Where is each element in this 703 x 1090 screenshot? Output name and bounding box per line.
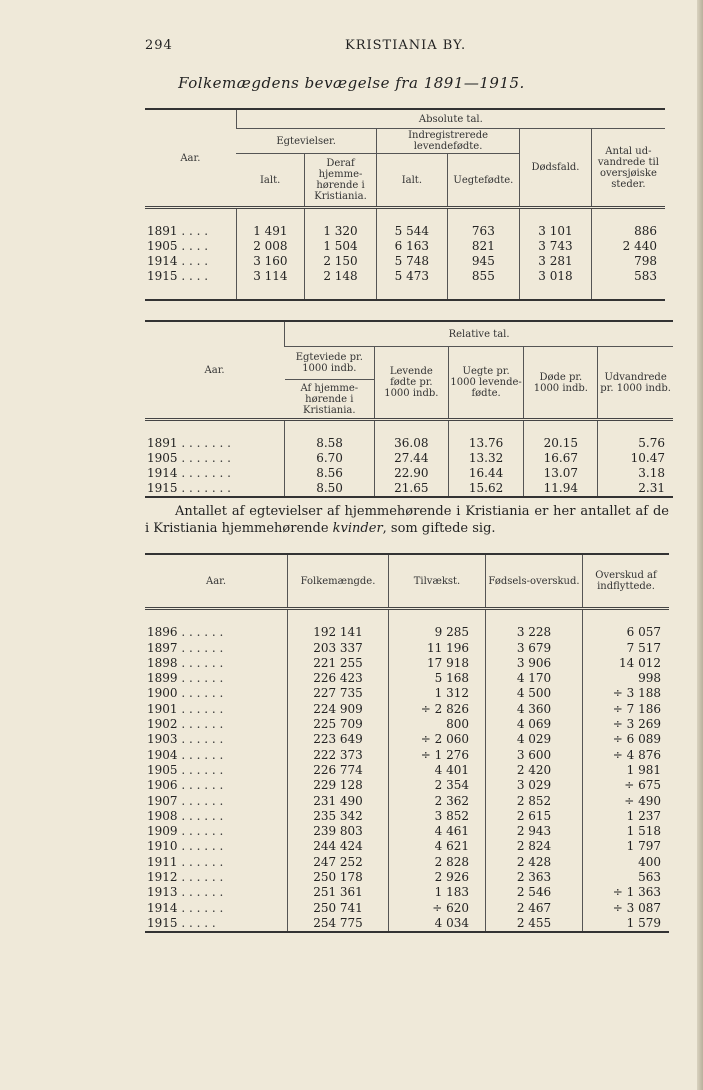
year: 1898 (147, 655, 178, 670)
page-number: 294 (145, 38, 173, 53)
cell: 3 600 (486, 748, 583, 763)
cell: 3.18 (598, 466, 673, 481)
cell: 203 337 (288, 641, 389, 656)
cell: 13.76 (448, 436, 524, 451)
cell: 2 467 (486, 901, 583, 916)
cell: 2 362 (389, 794, 486, 809)
cell: 27.44 (374, 451, 448, 466)
cell: 222 373 (288, 748, 389, 763)
cell: 221 255 (288, 656, 389, 671)
cell: 11.94 (524, 481, 598, 497)
cell: 855 (447, 269, 519, 284)
cell: 3 852 (389, 809, 486, 824)
cell: 6 163 (377, 239, 448, 254)
col-deaths-per-1000: Døde pr. 1000 indb. (524, 347, 598, 420)
year: 1901 (147, 701, 178, 716)
leader-dots: . . . . . . (181, 762, 224, 777)
year: 1891 (147, 436, 178, 450)
cell: 226 423 (288, 671, 389, 686)
cell: 20.15 (524, 436, 598, 451)
cell: 3 160 (236, 254, 304, 269)
cell: 11 196 (389, 641, 486, 656)
year: 1915 (147, 481, 178, 495)
cell: 224 909 (288, 702, 389, 717)
cell: 2 615 (486, 809, 583, 824)
cell: 5 544 (377, 224, 448, 239)
cell: ÷ 4 876 (583, 748, 670, 763)
cell: 2 943 (486, 824, 583, 839)
year: 1906 (147, 778, 178, 793)
table-row (145, 451, 673, 466)
cell: 2 455 (486, 916, 583, 932)
cell: ÷ 3 269 (583, 717, 670, 732)
cell: 763 (447, 224, 519, 239)
cell: 6 057 (583, 625, 670, 640)
table-row (145, 702, 669, 717)
year: 1909 (147, 824, 178, 839)
leader-dots: . . . . . . (181, 870, 224, 885)
cell: 4 401 (389, 763, 486, 778)
cell: 1 797 (583, 839, 670, 854)
note-emphasis: kvinder (332, 521, 383, 536)
leader-dots: . . . . . . . (181, 466, 231, 480)
col-migration-surplus: Overskud af indflyttede. (583, 554, 670, 609)
leader-dots: . . . . . . (181, 824, 224, 839)
col-year: Aar. (145, 109, 236, 208)
cell: 22.90 (374, 466, 448, 481)
cell: 4 029 (486, 732, 583, 747)
year: 1899 (147, 671, 178, 686)
cell: ÷ 2 060 (389, 732, 486, 747)
cell: 2 926 (389, 870, 486, 885)
cell: 583 (591, 269, 665, 284)
cell: 1 491 (236, 224, 304, 239)
year: 1915 (147, 915, 178, 930)
cell: 21.65 (374, 481, 448, 497)
col-births-total: Ialt. (377, 154, 448, 208)
col-married-local: Af hjemme-hørende i Kristiania. (285, 380, 375, 420)
leader-dots: . . . . . . (181, 640, 224, 655)
table-row (145, 901, 669, 916)
year: 1907 (147, 793, 178, 808)
cell: 2 852 (486, 794, 583, 809)
col-married-per-1000: Egteviede pr. 1000 indb. (285, 347, 375, 380)
cell: 226 774 (288, 763, 389, 778)
table-row (145, 794, 669, 809)
leader-dots: . . . . . . (181, 900, 224, 915)
table-row (145, 778, 669, 793)
year: 1903 (147, 732, 178, 747)
year: 1896 (147, 625, 178, 640)
year: 1905 (147, 762, 178, 777)
cell: 3 906 (486, 656, 583, 671)
year: 1911 (147, 854, 178, 869)
leader-dots: . . . . (181, 269, 209, 283)
cell: 4 500 (486, 686, 583, 701)
year: 1914 (147, 900, 178, 915)
table-row (145, 809, 669, 824)
cell: ÷ 675 (583, 778, 670, 793)
cell: 3 679 (486, 641, 583, 656)
year: 1902 (147, 717, 178, 732)
table-row (145, 481, 673, 497)
table-row (145, 686, 669, 701)
cell: 239 803 (288, 824, 389, 839)
cell: 886 (591, 224, 665, 239)
cell: 13.32 (448, 451, 524, 466)
cell: 4 069 (486, 717, 583, 732)
year: 1904 (147, 747, 178, 762)
note-text-end: , som giftede sig. (382, 521, 496, 536)
cell: ÷ 1 363 (583, 885, 670, 900)
table-row (145, 839, 669, 854)
cell: 2 440 (591, 239, 665, 254)
leader-dots: . . . . . . (181, 793, 224, 808)
cell: 4 360 (486, 702, 583, 717)
leader-dots: . . . . . . (181, 778, 224, 793)
super-header: Absolute tal. (236, 109, 665, 129)
relative-figures-table (145, 320, 673, 498)
leader-dots: . . . . . . (181, 854, 224, 869)
note-text: Antallet af egtevielser af hjemmehørende i Kristiania er her antallet af de i Kristiania hjemmehørende (145, 504, 669, 536)
cell: 1 504 (305, 239, 377, 254)
page-title: Folkemægdens bevægelse fra 1891—1915. (178, 74, 525, 92)
year: 1905 (147, 239, 178, 253)
cell: 821 (447, 239, 519, 254)
table-row (145, 748, 669, 763)
year: 1910 (147, 839, 178, 854)
table-row (145, 466, 673, 481)
footnote (145, 503, 669, 537)
cell: 251 361 (288, 885, 389, 900)
cell: ÷ 620 (389, 901, 486, 916)
cell: 36.08 (374, 436, 448, 451)
cell: 17 918 (389, 656, 486, 671)
cell: 400 (583, 855, 670, 870)
cell: 945 (447, 254, 519, 269)
cell: 3 743 (520, 239, 592, 254)
table-row (145, 436, 673, 451)
leader-dots: . . . . (181, 224, 209, 238)
cell: 231 490 (288, 794, 389, 809)
leader-dots: . . . . . . . (181, 436, 231, 450)
cell: 225 709 (288, 717, 389, 732)
table-row (145, 239, 665, 254)
cell: ÷ 1 276 (389, 748, 486, 763)
cell: 2 428 (486, 855, 583, 870)
cell: 4 621 (389, 839, 486, 854)
cell: 15.62 (448, 481, 524, 497)
col-illegitimate-per-1000: Uegte pr. 1000 levende-fødte. (448, 347, 524, 420)
col-live-births-per-1000: Levende fødte pr. 1000 indb. (374, 347, 448, 420)
leader-dots: . . . . . . (181, 839, 224, 854)
table-row (145, 224, 665, 239)
cell: 250 741 (288, 901, 389, 916)
cell: 16.44 (448, 466, 524, 481)
cell: 2 354 (389, 778, 486, 793)
cell: 4 170 (486, 671, 583, 686)
cell: 229 128 (288, 778, 389, 793)
year: 1914 (147, 466, 178, 480)
table-row (145, 641, 669, 656)
cell: 4 034 (389, 916, 486, 932)
table-row (145, 269, 665, 284)
absolute-figures-table (145, 108, 665, 301)
cell: ÷ 2 826 (389, 702, 486, 717)
leader-dots: . . . . (181, 254, 209, 268)
leader-dots: . . . . . (181, 915, 216, 930)
cell: 800 (389, 717, 486, 732)
cell: 1 579 (583, 916, 670, 932)
cell: 2 546 (486, 885, 583, 900)
cell: 13.07 (524, 466, 598, 481)
cell: 2 824 (486, 839, 583, 854)
cell: 2 148 (305, 269, 377, 284)
cell: ÷ 3 087 (583, 901, 670, 916)
year: 1908 (147, 808, 178, 823)
leader-dots: . . . . . . (181, 701, 224, 716)
table-row (145, 625, 669, 640)
cell: 247 252 (288, 855, 389, 870)
col-marriages: Egtevielser. (236, 129, 376, 154)
col-marriages-local: Deraf hjemme-hørende i Kristiania. (305, 154, 377, 208)
year: 1915 (147, 269, 178, 283)
col-emigrants: Antal ud-vandrede til oversjøiske steder. (591, 129, 665, 208)
cell: 2 420 (486, 763, 583, 778)
cell: 2.31 (598, 481, 673, 497)
year: 1913 (147, 885, 178, 900)
leader-dots: . . . . . . (181, 717, 224, 732)
page-edge (697, 0, 703, 1090)
col-year: Aar. (205, 575, 227, 587)
table-row (145, 885, 669, 900)
cell: 3 029 (486, 778, 583, 793)
leader-dots: . . . . . . (181, 808, 224, 823)
leader-dots: . . . . . . . (181, 451, 231, 465)
cell: 10.47 (598, 451, 673, 466)
cell: 192 141 (288, 625, 389, 640)
cell: 227 735 (288, 686, 389, 701)
cell: 16.67 (524, 451, 598, 466)
cell: 254 775 (288, 916, 389, 932)
col-year: Aar. (145, 321, 285, 420)
year: 1905 (147, 451, 178, 465)
col-population: Folkemængde. (288, 554, 389, 609)
leader-dots: . . . . . . (181, 747, 224, 762)
cell: ÷ 7 186 (583, 702, 670, 717)
cell: 223 649 (288, 732, 389, 747)
cell: 8.50 (285, 481, 375, 497)
leader-dots: . . . . . . (181, 885, 224, 900)
leader-dots: . . . . . . (181, 686, 224, 701)
year: 1900 (147, 686, 178, 701)
cell: 5.76 (598, 436, 673, 451)
cell: 1 237 (583, 809, 670, 824)
table-row (145, 732, 669, 747)
col-deaths: Dødsfald. (520, 129, 592, 208)
cell: 1 183 (389, 885, 486, 900)
cell: ÷ 3 188 (583, 686, 670, 701)
cell: 2 150 (305, 254, 377, 269)
cell: 563 (583, 870, 670, 885)
cell: 8.58 (285, 436, 375, 451)
col-registered-births: Indregistrerede levendefødte. (377, 129, 520, 154)
cell: 250 178 (288, 870, 389, 885)
year: 1914 (147, 254, 178, 268)
leader-dots: . . . . . . (181, 655, 224, 670)
col-marriages-total: Ialt. (236, 154, 304, 208)
cell: 244 424 (288, 839, 389, 854)
cell: 14 012 (583, 656, 670, 671)
cell: 3 281 (520, 254, 592, 269)
year: 1897 (147, 640, 178, 655)
cell: ÷ 490 (583, 794, 670, 809)
cell: 1 320 (305, 224, 377, 239)
year: 1912 (147, 870, 178, 885)
cell: 798 (591, 254, 665, 269)
col-growth: Tilvækst. (389, 554, 486, 609)
table-row (145, 763, 669, 778)
cell: 998 (583, 671, 670, 686)
leader-dots: . . . . . . . (181, 481, 231, 495)
cell: 7 517 (583, 641, 670, 656)
cell: 5 168 (389, 671, 486, 686)
cell: ÷ 6 089 (583, 732, 670, 747)
table-row (145, 916, 669, 932)
cell: 1 518 (583, 824, 670, 839)
cell: 3 228 (486, 625, 583, 640)
cell: 2 008 (236, 239, 304, 254)
cell: 4 461 (389, 824, 486, 839)
cell: 3 114 (236, 269, 304, 284)
table-row (145, 671, 669, 686)
super-header: Relative tal. (285, 321, 673, 347)
cell: 1 312 (389, 686, 486, 701)
leader-dots: . . . . (181, 239, 209, 253)
cell: 3 018 (520, 269, 592, 284)
cell: 235 342 (288, 809, 389, 824)
cell: 8.56 (285, 466, 375, 481)
cell: 5 473 (377, 269, 448, 284)
table-row (145, 870, 669, 885)
table-row (145, 717, 669, 732)
table-row (145, 855, 669, 870)
col-illegitimate: Uegtefødte. (447, 154, 519, 208)
cell: 5 748 (377, 254, 448, 269)
year: 1891 (147, 224, 178, 238)
cell: 9 285 (389, 625, 486, 640)
col-birth-surplus: Fødsels-overskud. (486, 554, 583, 609)
leader-dots: . . . . . . (181, 625, 224, 640)
table-row (145, 254, 665, 269)
col-emigrants-per-1000: Udvandrede pr. 1000 indb. (598, 347, 673, 420)
cell: 1 981 (583, 763, 670, 778)
leader-dots: . . . . . . (181, 671, 224, 686)
running-title: KRISTIANIA BY. (345, 38, 467, 53)
cell: 3 101 (520, 224, 592, 239)
population-table (145, 553, 669, 933)
cell: 2 363 (486, 870, 583, 885)
leader-dots: . . . . . . (181, 732, 224, 747)
table-row (145, 824, 669, 839)
cell: 6.70 (285, 451, 375, 466)
table-row (145, 656, 669, 671)
cell: 2 828 (389, 855, 486, 870)
